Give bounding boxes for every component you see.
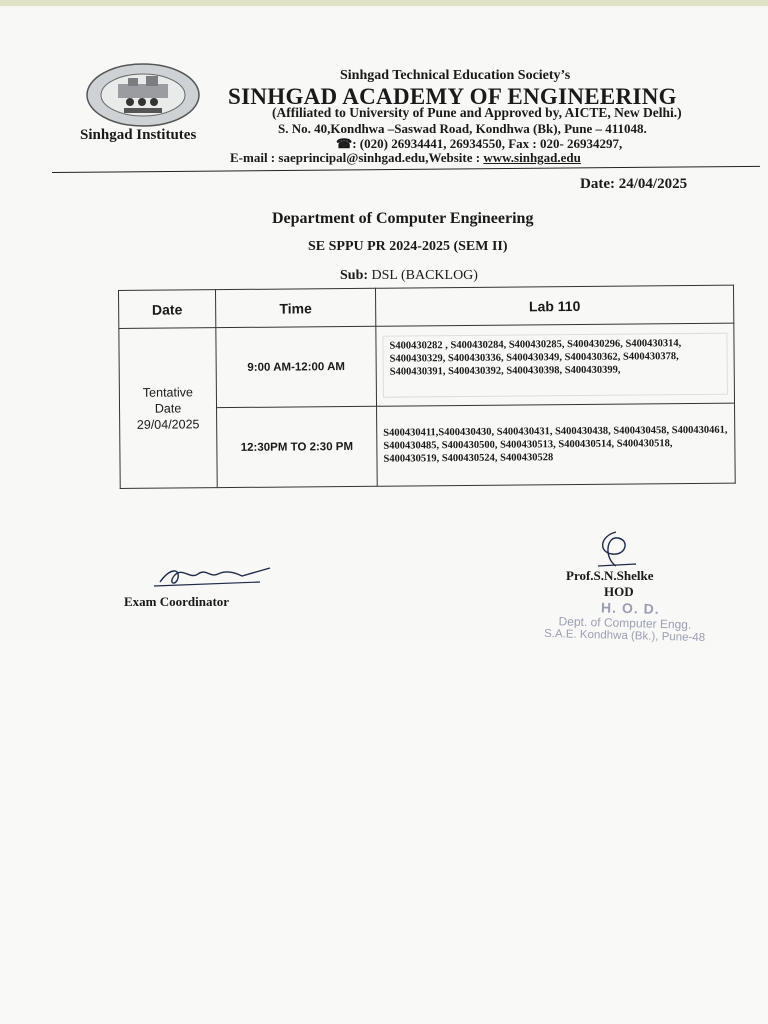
stamp-line-3: S.A.E. Kondhwa (Bk.), Pune-48 [543, 627, 706, 645]
date-line-3: 29/04/2025 [136, 416, 200, 432]
hod-title: HOD [604, 584, 634, 599]
seat-numbers-cell [377, 403, 736, 486]
page-edge-tint [0, 0, 768, 6]
sinhgad-logo [84, 62, 202, 128]
hod-signature [590, 528, 642, 572]
exam-title: SE SPPU PR 2024-2025 (SEM II) [308, 239, 508, 254]
website-link[interactable]: www.sinhgad.edu [483, 150, 581, 165]
subject-label: Sub: [340, 268, 369, 283]
date-cell [119, 328, 217, 489]
stamp-line-1: H. O. D. [600, 599, 660, 617]
subject-value: DSL (BACKLOG) [368, 268, 478, 283]
table-row [119, 323, 735, 408]
seat-numbers-cell [376, 323, 735, 406]
header-lab: Lab 110 [375, 285, 733, 326]
header-time: Time [216, 288, 376, 327]
phone-icon: ☎ [336, 136, 353, 151]
header-date: Date [119, 290, 216, 329]
header-divider [52, 166, 760, 173]
coordinator-signature [150, 560, 280, 592]
phone-text: : (020) 26934441, 26934550, Fax : 020- 26934297, [352, 136, 623, 151]
stamp-line-2: Dept. of Computer Engg. [558, 614, 692, 632]
coordinator-label: Exam Coordinator [124, 594, 230, 609]
date-line-2: Date [154, 400, 182, 416]
department-title: Department of Computer Engineering [272, 210, 534, 227]
time-cell: 12:30PM TO 2:30 PM [217, 406, 378, 487]
department-stamp [519, 597, 730, 644]
time-cell: 9:00 AM-12:00 AM [216, 326, 377, 407]
institutes-label: Sinhgad Institutes [80, 127, 197, 143]
subject-line [340, 268, 478, 284]
college-name: SINHGAD ACADEMY OF ENGINEERING [228, 84, 677, 109]
table-header-row [119, 285, 734, 328]
seat-numbers-text: S400430282 , S400430284, S400430285, S400430296, S400430314, S400430329, S400430336, S400430349, S400430362, S400430378, S400430391, S400430392, S400430398, S400430399, [382, 332, 728, 397]
email-text: E-mail : saeprincipal@sinhgad.edu,Website : [230, 150, 484, 165]
seat-numbers-text: S400430411,S400430430, S400430431, S400430438, S400430458, S400430461, S400430485, S400430500, S400430513, S400430514, S400430518, S400430519, S400430524, S400430528 [383, 424, 728, 465]
affiliation-line: (Affiliated to University of Pune and Approved by, AICTE, New Delhi.) [272, 105, 682, 120]
date-line-1: Tentative [142, 384, 193, 400]
notice-date: Date: 24/04/2025 [580, 176, 688, 192]
email-line [230, 150, 581, 166]
address-line: S. No. 40,Kondhwa –Saswad Road, Kondhwa (Bk), Pune – 411048. [278, 121, 647, 136]
society-name: Sinhgad Technical Education Society’s [340, 68, 571, 83]
hod-name: Prof.S.N.Shelke [566, 568, 654, 583]
schedule-table [118, 285, 736, 489]
